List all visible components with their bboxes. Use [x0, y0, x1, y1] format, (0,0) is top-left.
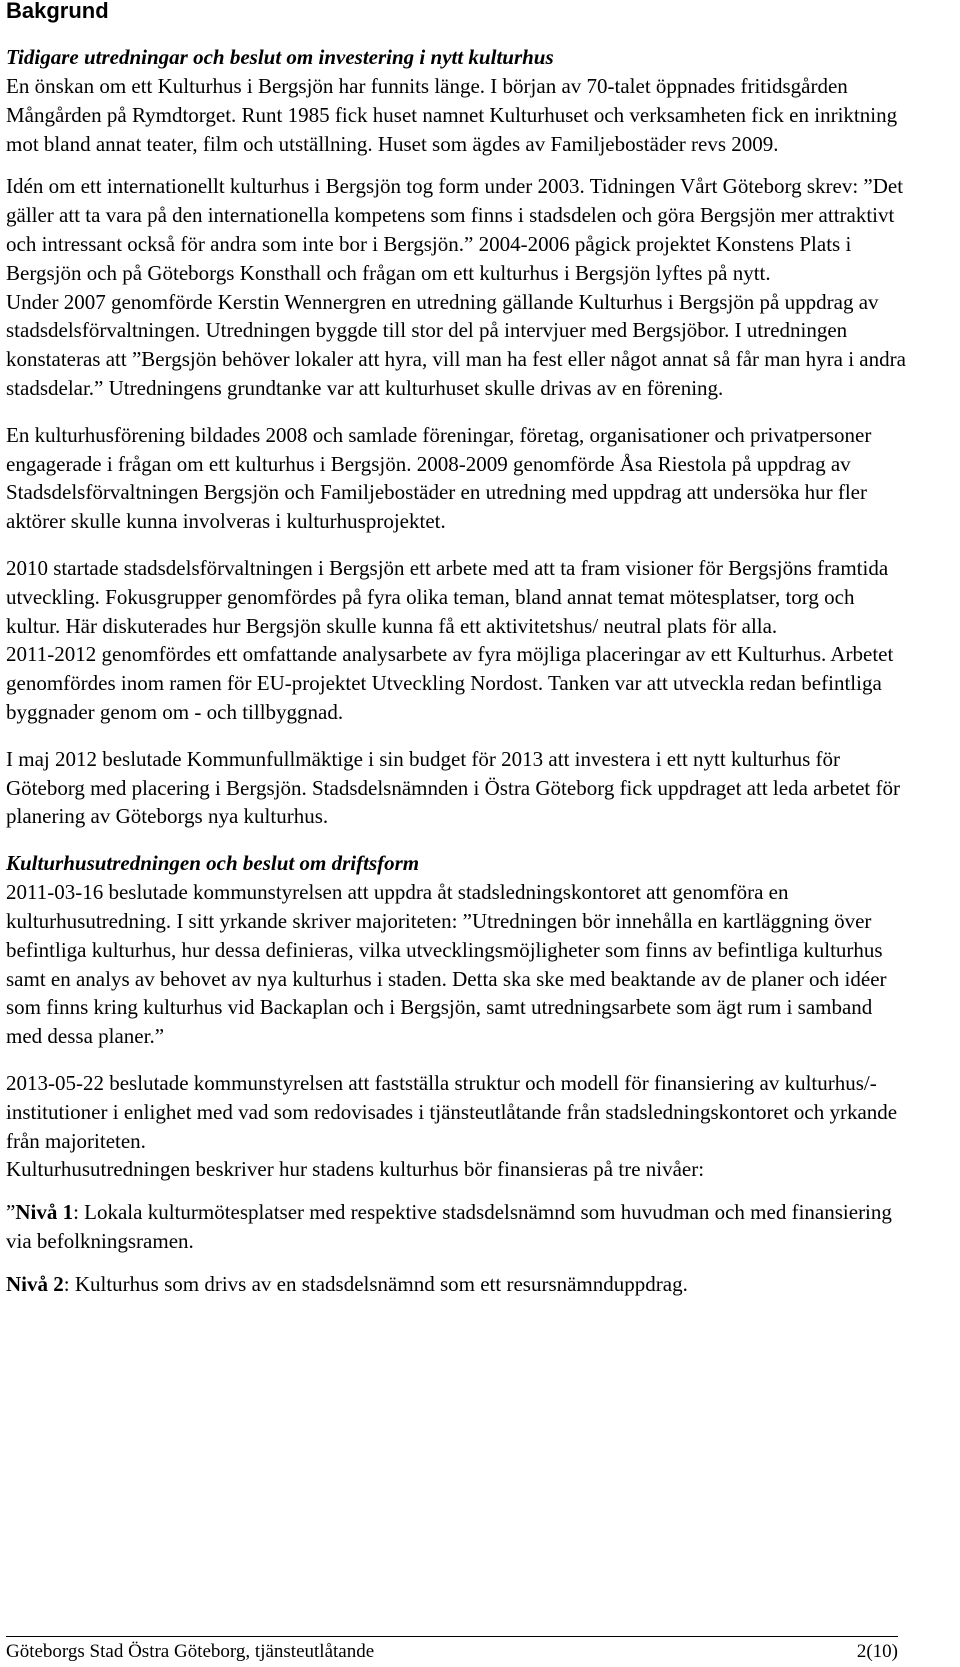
page-number: 2(10)	[856, 1641, 898, 1662]
level-2-text: : Kulturhus som drivs av en stadsdelsnämnd som ett resursnämnduppdrag.	[63, 1271, 688, 1296]
paragraph: Kulturhusutredningen beskriver hur stadens kulturhus bör finansieras på tre nivåer:	[6, 1157, 705, 1182]
paragraph: 2011-2012 genomfördes ett omfattande analysarbete av fyra möjliga placeringar av ett Kulturhus. Arbetet genomfördes inom ramen för EU-projektet Utveckling Nordost. Tanken var att utveckla redan befintliga byggnader genom om - och tillbyggnad.	[6, 642, 894, 724]
paragraph: 2011-03-16 beslutade kommunstyrelsen att uppdra åt stadsledningskontoret att genomföra en kulturhusutredning. I sitt yrkande skriver majoriteten: ”Utredningen bör innehålla en kartläggning över befintliga kulturhus, hur dessa definieras, vilka utvecklingsmöjligheter som finns av befintliga kulturhus samt en analys av behovet av nya kulturhus i staden. Detta ska ske med beaktande av de planer och idéer som finns kring kulturhus vid Backaplan och i Bergsjön, samt utredningsarbete som ägt rum i samband med dessa planer.”	[6, 880, 887, 1049]
section-title-previous-studies: Tidigare utredningar och beslut om investering i nytt kulturhus	[6, 45, 554, 69]
level-1-quote: ”	[6, 1200, 16, 1225]
level-1-text: : Lokala kulturmötesplatser med respektive stadsdelsnämnd som huvudman och med finansiering via befolkningsramen.	[6, 1200, 892, 1253]
page-heading: Bakgrund	[6, 0, 109, 23]
paragraph: Idén om ett internationellt kulturhus i Bergsjön tog form under 2003. Tidningen Vårt Göteborg skrev: ”Det gäller att ta vara på den internationella kompetens som finns i stadsdelen och göra Bergsjön mer attraktivt och intressant också för andra som inte bor i Bergsjön.” 2004-2006 pågick projektet Konstens Plats i Bergsjön och på Göteborgs Konsthall och frågan om ett kulturhus i Bergsjön lyftes på nytt.	[6, 174, 904, 285]
footer-organization: Göteborgs Stad Östra Göteborg, tjänsteutlåtande	[6, 1641, 375, 1662]
page-footer	[6, 1636, 898, 1663]
level-1-paragraph	[6, 1198, 911, 1256]
document-page	[6, 0, 911, 1298]
paragraph: 2013-05-22 beslutade kommunstyrelsen att fastställa struktur och modell för finansiering av kulturhus/-institutioner i enlighet med vad som redovisades i tjänsteutlåtande från stadsledningskontoret och yrkande från majoriteten.	[6, 1070, 898, 1153]
level-2-label: Nivå 2	[6, 1271, 64, 1296]
paragraph: I maj 2012 beslutade Kommunfullmäktige i sin budget för 2013 att investera i ett nytt kulturhus för Göteborg med placering i Bergsjön. Stadsdelsnämnden i Östra Göteborg fick uppdraget att leda arbetet för planering av Göteborgs nya kulturhus.	[6, 746, 901, 829]
paragraph: En önskan om ett Kulturhus i Bergsjön har funnits länge. I början av 70-talet öppnades fritidsgården Mångården på Rymdtorget. Runt 1985 fick huset namnet Kulturhuset och verksamheten fick en inriktning mot bland annat teater, film och utställning. Huset som ägdes av Familjebostäder revs 2009.	[6, 74, 898, 156]
paragraph: 2010 startade stadsdelsförvaltningen i Bergsjön ett arbete med att ta fram visioner för Bergsjöns framtida utveckling. Fokusgrupper genomfördes på fyra olika teman, bland annat temat mötesplatser, torg och kultur. Här diskuterades hur Bergsjön skulle kunna få ett aktivitetshus/ neutral plats för alla.	[6, 555, 889, 638]
section-title-culture-house-study: Kulturhusutredningen och beslut om driftsform	[6, 851, 420, 876]
paragraph: Under 2007 genomförde Kerstin Wennergren en utredning gällande Kulturhus i Bergsjön på uppdrag av stadsdelsförvaltningen. Utredningen byggde till stor del på intervjuer med Bergsjöbor. I utredningen konstateras att ”Bergsjön behöver lokaler att hyra, vill man ha fest eller något annat så får man hyra i andra stadsdelar.” Utredningens grundtanke var att kulturhuset skulle drivas av en förening.	[6, 289, 906, 400]
level-1-label: Nivå 1	[15, 1200, 74, 1225]
paragraph: En kulturhusförening bildades 2008 och samlade föreningar, företag, organisationer och privatpersoner engagerade i frågan om ett kulturhus i Bergsjön. 2008-2009 genomförde Åsa Riestola på uppdrag av Stadsdelsförvaltningen Bergsjön och Familjebostäder en utredning med uppdrag att undersöka hur fler aktörer skulle kunna involveras i kulturhusprojektet.	[6, 422, 872, 534]
level-2-paragraph	[6, 1270, 911, 1299]
